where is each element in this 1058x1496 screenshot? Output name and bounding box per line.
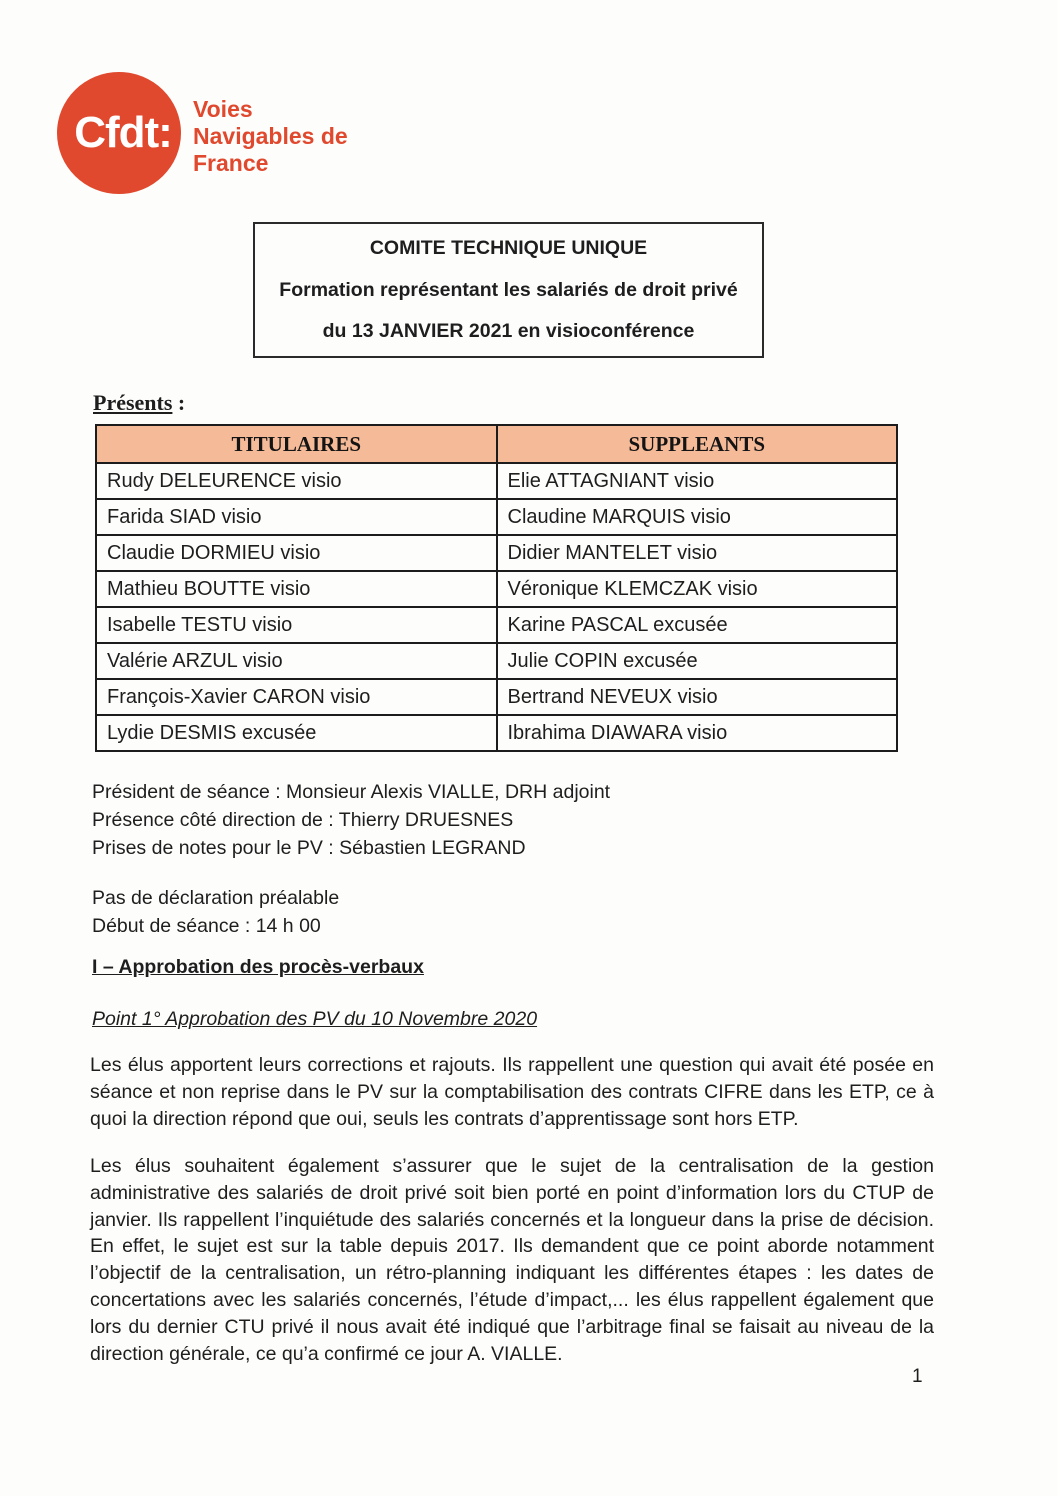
table-header-row	[96, 425, 897, 463]
attendance-table	[95, 424, 898, 752]
presents-heading: Présents :	[93, 390, 186, 415]
table-cell: Claudie DORMIEU visio	[96, 535, 497, 571]
meeting-title-line1: COMITE TECHNIQUE UNIQUE	[369, 237, 648, 259]
session-notes	[92, 884, 934, 940]
meeting-title-box	[253, 222, 764, 358]
table-row	[96, 643, 897, 679]
cfdt-logo-acronym: Cfdt:	[74, 108, 172, 157]
table-cell: Ibrahima DIAWARA visio	[497, 715, 898, 751]
table-cell: Rudy DELEURENCE visio	[96, 463, 497, 499]
table-row	[96, 679, 897, 715]
meeting-title-line2: Formation représentant les salariés de droit privé	[279, 278, 738, 301]
table-cell: Elie ATTAGNIANT visio	[497, 463, 898, 499]
column-header-titulaires: TITULAIRES	[96, 425, 497, 463]
table-cell: Lydie DESMIS excusée	[96, 715, 497, 751]
table-row	[96, 499, 897, 535]
org-name-line: Voies	[193, 96, 253, 122]
meeting-officials	[92, 778, 934, 862]
page-number: 1	[912, 1366, 923, 1387]
declaration-line: Pas de déclaration préalable	[92, 887, 340, 909]
table-cell: Mathieu BOUTTE visio	[96, 571, 497, 607]
cfdt-logo-circle	[57, 72, 181, 194]
org-name-line: France	[193, 150, 269, 176]
paragraph-centralisation: Les élus souhaitent également s’assurer que le sujet de la centralisation de la gestion administrative des salariés de droit privé soit bien porté en point d’information lors du CTUP de janvier. Ils rappellent l’inquiétude des salariés concernés et la longueur dans la prise de décision. En effet, le sujet est sur la table depuis 2017. Ils demandent que ce point aborde notamment l’objectif de la centralisation, un rétro-planning indiquant les différentes étapes : les dates de concertations avec les salariés concernés, l’étude d’impact,... les élus rappellent également que lors du dernier CTU privé il nous avait été indiqué que l’arbitrage final se faisait au niveau de la direction générale, ce qu’a confirmé ce jour A. VIALLE.	[90, 1155, 934, 1365]
section-1-heading: I – Approbation des procès-verbaux	[92, 956, 424, 978]
org-name	[193, 96, 348, 177]
table-cell: Bertrand NEVEUX visio	[497, 679, 898, 715]
direction-line: Présence côté direction de : Thierry DRUESNES	[92, 809, 514, 831]
start-time-line: Début de séance : 14 h 00	[92, 915, 321, 937]
table-row	[96, 463, 897, 499]
table-cell: Claudine MARQUIS visio	[497, 499, 898, 535]
table-cell: Valérie ARZUL visio	[96, 643, 497, 679]
table-cell: Karine PASCAL excusée	[497, 607, 898, 643]
table-row	[96, 535, 897, 571]
point-1-heading: Point 1° Approbation des PV du 10 Novembre 2020	[92, 1008, 538, 1030]
table-cell: Julie COPIN excusée	[497, 643, 898, 679]
notes-taker-line: Prises de notes pour le PV : Sébastien LEGRAND	[92, 837, 526, 859]
paragraph-corrections-pv: Les élus apportent leurs corrections et rajouts. Ils rappellent une question qui avait été posée en séance et non reprise dans le PV sur la comptabilisation des contrats CIFRE dans les ETP, ce à quoi la direction répond que oui, seuls les contrats d’apprentissage sont hors ETP.	[90, 1054, 934, 1130]
org-name-line: Navigables de	[193, 123, 348, 149]
table-row	[96, 715, 897, 751]
table-row	[96, 571, 897, 607]
table-cell: Véronique KLEMCZAK visio	[497, 571, 898, 607]
cfdt-logo	[57, 72, 348, 194]
president-line: Président de séance : Monsieur Alexis VIALLE, DRH adjoint	[92, 781, 611, 803]
table-cell: Isabelle TESTU visio	[96, 607, 497, 643]
table-cell: Didier MANTELET visio	[497, 535, 898, 571]
table-cell: François-Xavier CARON visio	[96, 679, 497, 715]
column-header-suppleants: SUPPLEANTS	[497, 425, 898, 463]
table-cell: Farida SIAD visio	[96, 499, 497, 535]
table-row	[96, 607, 897, 643]
meeting-title-line3: du 13 JANVIER 2021 en visioconférence	[322, 320, 695, 342]
